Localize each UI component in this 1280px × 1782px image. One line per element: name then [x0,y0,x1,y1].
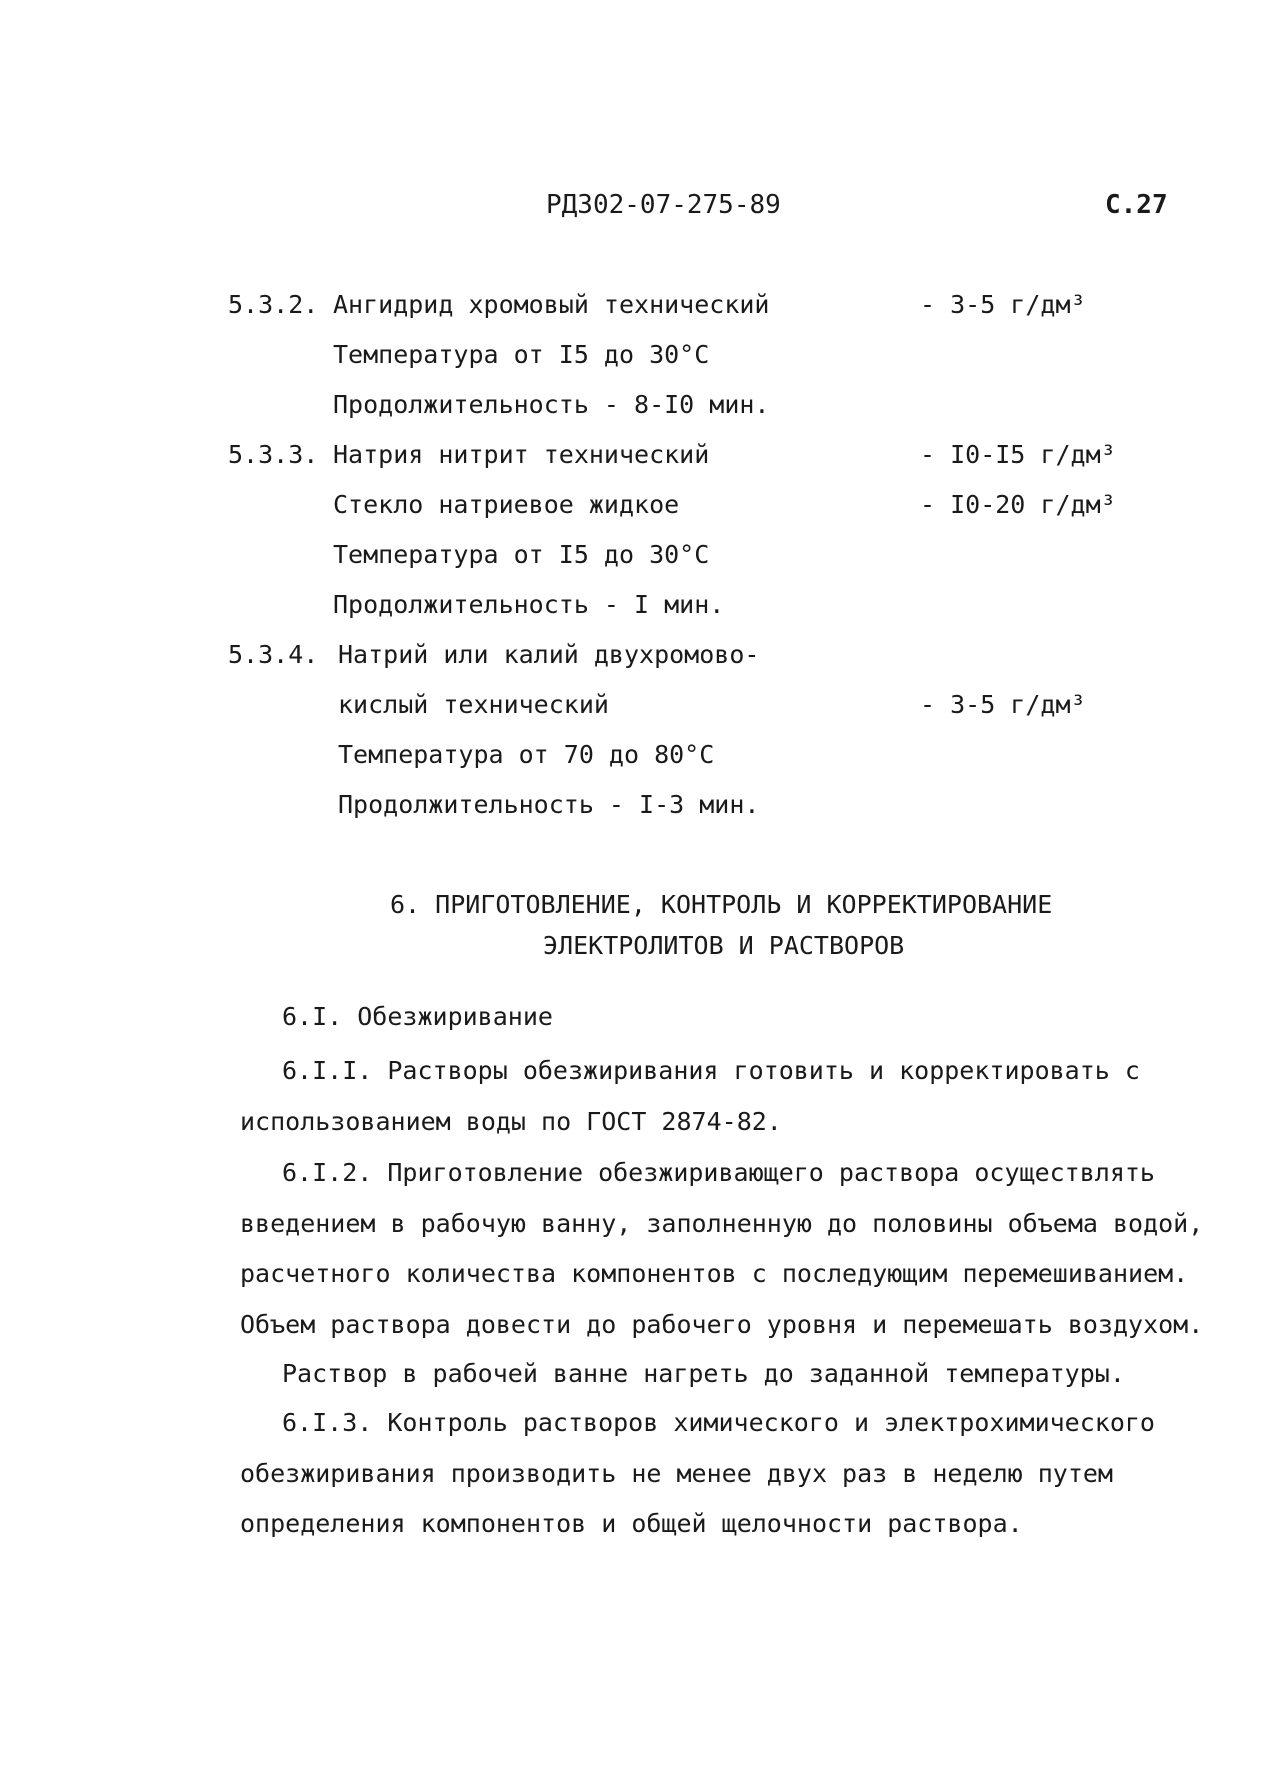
item-line: кислый технический [338,690,609,719]
item-line: Ангидрид хромовый технический [333,290,770,319]
item-line: Продолжительность - 8-I0 мин. [333,390,770,419]
doc-code: РД302-07-275-89 [546,190,781,220]
section-title: 6. ПРИГОТОВЛЕНИЕ, КОНТРОЛЬ И КОРРЕКТИРОВАНИЕ [390,890,1053,919]
section-title: ЭЛЕКТРОЛИТОВ И РАСТВОРОВ [543,931,905,960]
paragraph-text: Раствор в рабочей ванне нагреть до заданной температуры. [282,1359,1125,1388]
item-value: - 3-5 г/дм³ [920,690,1086,719]
page-number: С.27 [1105,190,1168,220]
item-line: Температура от I5 до 30°С [333,340,710,369]
subsection-title: 6.I. Обезжиривание [282,1002,553,1031]
item-line: Стекло натриевое жидкое [333,490,680,519]
item-value: - 3-5 г/дм³ [920,290,1086,319]
paragraph [240,1398,1230,1550]
item-number: 5.3.4. [228,640,319,669]
item-line: Натрий или калий двухромово- [338,640,760,669]
item-line: Натрия нитрит технический [333,440,710,469]
paragraph-text: 6.I.2. Приготовление обезжиривающего раствора осуществлять введением в рабочую ванну, заполненную до половины объема водой, расчетного количества компонентов с последующим перемешиванием. Объем раствора довести до рабочего уровня и перемешать воздухом. [240,1158,1204,1339]
item-line: Температура от 70 до 80°С [338,740,715,769]
paragraph [240,1046,1230,1147]
item-number: 5.3.2. [228,290,319,319]
paragraph [240,1148,1230,1350]
item-value: - I0-20 г/дм³ [920,490,1116,519]
item-line: Температура от I5 до 30°С [333,540,710,569]
paragraph [240,1349,1230,1400]
item-number: 5.3.3. [228,440,319,469]
paragraph-text: 6.I.I. Растворы обезжиривания готовить и корректировать с использованием воды по ГОСТ 2874-82. [240,1056,1140,1136]
item-value: - I0-I5 г/дм³ [920,440,1116,469]
paragraph-text: 6.I.3. Контроль растворов химического и электрохимического обезжиривания производить не менее двух раз в неделю путем определения компонентов и общей щелочности раствора. [240,1408,1155,1538]
item-line: Продолжительность - I мин. [333,590,725,619]
item-line: Продолжительность - I-3 мин. [338,790,760,819]
